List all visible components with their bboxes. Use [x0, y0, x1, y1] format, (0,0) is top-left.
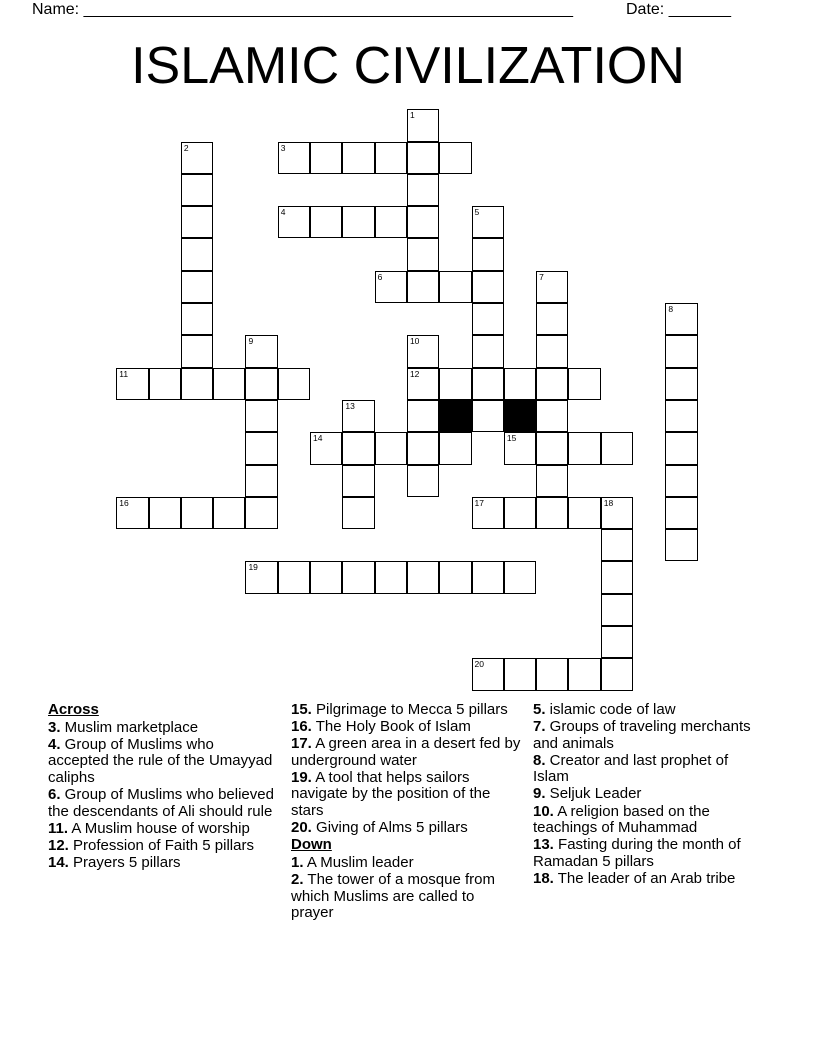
cell-number: 6: [377, 271, 383, 282]
clue-down: [533, 753, 763, 786]
grid-cell[interactable]: [116, 368, 148, 400]
grid-cell[interactable]: [375, 432, 407, 464]
grid-cell[interactable]: [245, 400, 277, 432]
grid-cell[interactable]: [472, 335, 504, 367]
grid-cell[interactable]: [310, 432, 342, 464]
grid-cell[interactable]: [213, 497, 245, 529]
clues-column-3: [533, 702, 763, 888]
grid-cell[interactable]: [472, 497, 504, 529]
cell-number: 14: [313, 433, 323, 444]
grid-cell[interactable]: [181, 206, 213, 238]
cell-number: 19: [248, 562, 258, 573]
grid-cell[interactable]: [439, 561, 471, 593]
clue-down: [291, 855, 521, 872]
clue-across: [48, 720, 278, 737]
page-title: ISLAMIC CIVILIZATION: [131, 37, 685, 95]
clue-number: 1.: [291, 853, 304, 871]
clue-text: Group of Muslims who accepted the rule of the Umayyad caliphs: [48, 735, 273, 786]
grid-cell[interactable]: [536, 271, 568, 303]
clue-down: [533, 719, 763, 752]
grid-cell[interactable]: [568, 658, 600, 690]
clue-across: [48, 787, 278, 820]
clue-number: 19.: [291, 768, 312, 786]
clue-text: A Muslim leader: [303, 853, 414, 871]
grid-cell[interactable]: [504, 497, 536, 529]
cell-number: 1: [409, 110, 415, 121]
grid-cell[interactable]: [181, 271, 213, 303]
grid-cell[interactable]: [665, 303, 697, 335]
grid-cell[interactable]: [665, 529, 697, 561]
crossword-grid: [117, 110, 699, 692]
clue-text: Prayers 5 pillars: [68, 853, 181, 871]
clue-text: islamic code of law: [545, 701, 676, 718]
grid-cell[interactable]: [439, 142, 471, 174]
grid-cell[interactable]: [407, 400, 439, 432]
grid-cell[interactable]: [278, 142, 310, 174]
grid-cell[interactable]: [342, 561, 374, 593]
clue-across: [291, 770, 521, 820]
grid-cell[interactable]: [213, 368, 245, 400]
grid-cell[interactable]: [665, 432, 697, 464]
grid-cell[interactable]: [375, 142, 407, 174]
cell-number: 2: [183, 142, 189, 153]
clues-column-1: [48, 702, 278, 872]
grid-cell[interactable]: [472, 303, 504, 335]
grid-cell[interactable]: [407, 561, 439, 593]
clue-text: Pilgrimage to Mecca 5 pillars: [311, 701, 508, 718]
clue-across: [291, 736, 521, 769]
grid-cell[interactable]: [407, 271, 439, 303]
grid-cell[interactable]: [536, 497, 568, 529]
clue-number: 2.: [291, 870, 304, 888]
clue-number: 12.: [48, 836, 69, 854]
grid-cell[interactable]: [536, 335, 568, 367]
grid-cell[interactable]: [407, 368, 439, 400]
clue-number: 7.: [533, 718, 546, 736]
grid-cell[interactable]: [601, 658, 633, 690]
grid-cell[interactable]: [181, 335, 213, 367]
clue-text: Seljuk Leader: [545, 785, 642, 803]
cell-number: 5: [474, 207, 480, 218]
grid-cell[interactable]: [439, 432, 471, 464]
clue-number: 4.: [48, 735, 61, 753]
grid-cell[interactable]: [245, 368, 277, 400]
grid-cell[interactable]: [310, 206, 342, 238]
grid-cell[interactable]: [407, 335, 439, 367]
clue-across: [48, 737, 278, 787]
grid-cell[interactable]: [245, 465, 277, 497]
cell-number: 4: [280, 207, 286, 218]
grid-cell[interactable]: [342, 400, 374, 432]
cell-number: 12: [409, 368, 420, 379]
clue-down: [533, 786, 763, 803]
cell-number: 17: [474, 497, 485, 508]
cell-number: 10: [409, 336, 420, 347]
cell-number: 7: [539, 271, 544, 282]
clue-number: 11.: [48, 819, 69, 837]
cell-number: 15: [506, 433, 517, 444]
grid-cell[interactable]: [181, 303, 213, 335]
grid-cell[interactable]: [245, 335, 277, 367]
grid-cell[interactable]: [601, 594, 633, 626]
grid-cell[interactable]: [601, 432, 633, 464]
grid-cell[interactable]: [601, 561, 633, 593]
cell-number: 20: [474, 659, 485, 670]
grid-cell[interactable]: [407, 174, 439, 206]
grid-cell[interactable]: [407, 465, 439, 497]
clue-down: [533, 804, 763, 837]
clue-text: Creator and last prophet of Islam: [533, 751, 729, 786]
clue-down: [291, 872, 521, 922]
clue-text: A tool that helps sailors navigate by the position of the stars: [291, 768, 491, 820]
cell-number: 18: [603, 497, 614, 508]
grid-cell[interactable]: [375, 206, 407, 238]
grid-cell[interactable]: [472, 206, 504, 238]
grid-cell[interactable]: [472, 238, 504, 270]
clue-text: Group of Muslims who believed the descendants of Ali should rule: [48, 785, 274, 820]
grid-cell[interactable]: [536, 465, 568, 497]
grid-cell[interactable]: [472, 658, 504, 690]
grid-cell[interactable]: [536, 303, 568, 335]
grid-cell[interactable]: [278, 206, 310, 238]
clue-number: 14.: [48, 853, 69, 871]
clue-text: Muslim marketplace: [60, 718, 199, 736]
clue-text: The tower of a mosque from which Muslims are called to prayer: [291, 870, 495, 922]
grid-cell[interactable]: [472, 400, 504, 432]
grid-cell[interactable]: [342, 432, 374, 464]
grid-cell[interactable]: [407, 142, 439, 174]
clue-number: 17.: [291, 735, 312, 753]
clue-text: A religion based on the teachings of Muhammad: [533, 802, 710, 837]
clue-text: Profession of Faith 5 pillars: [68, 836, 254, 854]
grid-cell[interactable]: [181, 497, 213, 529]
grid-cell[interactable]: [536, 658, 568, 690]
clue-number: 15.: [291, 701, 312, 718]
clue-number: 20.: [291, 819, 312, 837]
grid-cell[interactable]: [245, 497, 277, 529]
across-heading: Across: [48, 701, 99, 718]
grid-cell[interactable]: [278, 368, 310, 400]
clues-column-2: [291, 702, 521, 922]
grid-cell[interactable]: [245, 561, 277, 593]
clue-text: Groups of traveling merchants and animals: [533, 718, 751, 752]
grid-cell[interactable]: [568, 432, 600, 464]
grid-cell[interactable]: [601, 626, 633, 658]
name-field[interactable]: Name: _______________________________________________________: [32, 1, 573, 18]
clue-number: 13.: [533, 836, 554, 854]
grid-cell[interactable]: [536, 400, 568, 432]
grid-cell[interactable]: [439, 368, 471, 400]
date-field[interactable]: Date: _______: [626, 1, 731, 18]
grid-cell[interactable]: [665, 465, 697, 497]
clue-down: [533, 871, 763, 888]
clue-across: [291, 719, 521, 736]
clue-text: Giving of Alms 5 pillars: [311, 819, 468, 837]
grid-cell[interactable]: [149, 368, 181, 400]
clue-number: 3.: [48, 718, 61, 736]
grid-cell[interactable]: [375, 271, 407, 303]
grid-cell[interactable]: [342, 497, 374, 529]
clue-across: [291, 702, 521, 719]
clue-number: 5.: [533, 701, 546, 718]
black-cell: [504, 400, 536, 432]
cell-number: 3: [280, 142, 286, 153]
grid-cell[interactable]: [601, 497, 633, 529]
grid-cell[interactable]: [342, 206, 374, 238]
grid-cell[interactable]: [407, 238, 439, 270]
grid-cell[interactable]: [407, 206, 439, 238]
grid-cell[interactable]: [504, 368, 536, 400]
grid-cell[interactable]: [472, 368, 504, 400]
grid-cell[interactable]: [181, 368, 213, 400]
clue-number: 6.: [48, 785, 61, 803]
grid-cell[interactable]: [149, 497, 181, 529]
cell-number: 8: [668, 304, 674, 315]
down-heading: Down: [291, 836, 332, 854]
grid-cell[interactable]: [116, 497, 148, 529]
grid-cell[interactable]: [601, 529, 633, 561]
clue-across: [48, 855, 278, 872]
grid-cell[interactable]: [665, 497, 697, 529]
clue-across: [48, 821, 278, 838]
grid-cell[interactable]: [245, 432, 277, 464]
grid-cell[interactable]: [278, 561, 310, 593]
clue-down: [533, 702, 763, 719]
black-cell: [439, 400, 471, 432]
clue-text: A Muslim house of worship: [68, 819, 250, 837]
grid-cell[interactable]: [342, 142, 374, 174]
clue-number: 8.: [533, 751, 546, 769]
grid-cell[interactable]: [342, 465, 374, 497]
grid-cell[interactable]: [181, 174, 213, 206]
clue-text: Fasting during the month of Ramadan 5 pillars: [533, 836, 741, 870]
grid-cell[interactable]: [504, 561, 536, 593]
grid-cell[interactable]: [181, 238, 213, 270]
grid-cell[interactable]: [472, 561, 504, 593]
cell-number: 9: [248, 336, 254, 347]
cell-number: 11: [119, 368, 129, 379]
grid-cell[interactable]: [439, 271, 471, 303]
clue-across: [291, 820, 521, 837]
grid-cell[interactable]: [375, 561, 407, 593]
clue-text: The Holy Book of Islam: [311, 718, 471, 736]
grid-cell[interactable]: [407, 432, 439, 464]
clue-number: 10.: [533, 802, 554, 820]
grid-cell[interactable]: [665, 400, 697, 432]
grid-cell[interactable]: [310, 561, 342, 593]
grid-cell[interactable]: [472, 271, 504, 303]
grid-cell[interactable]: [407, 109, 439, 141]
grid-cell[interactable]: [536, 432, 568, 464]
cell-number: 13: [345, 400, 355, 411]
clue-text: A green area in a desert fed by underground water: [291, 735, 521, 769]
grid-cell[interactable]: [568, 368, 600, 400]
grid-cell[interactable]: [310, 142, 342, 174]
clue-down: [533, 837, 763, 870]
grid-cell[interactable]: [504, 432, 536, 464]
grid-cell[interactable]: [665, 368, 697, 400]
clue-number: 18.: [533, 869, 554, 887]
grid-cell[interactable]: [568, 497, 600, 529]
clue-across: [48, 838, 278, 855]
cell-number: 16: [119, 497, 129, 508]
grid-cell[interactable]: [536, 368, 568, 400]
clue-text: The leader of an Arab tribe: [553, 869, 736, 887]
grid-cell[interactable]: [665, 335, 697, 367]
grid-cell[interactable]: [504, 658, 536, 690]
grid-cell[interactable]: [181, 142, 213, 174]
clue-number: 9.: [533, 785, 546, 803]
clue-number: 16.: [291, 718, 312, 736]
